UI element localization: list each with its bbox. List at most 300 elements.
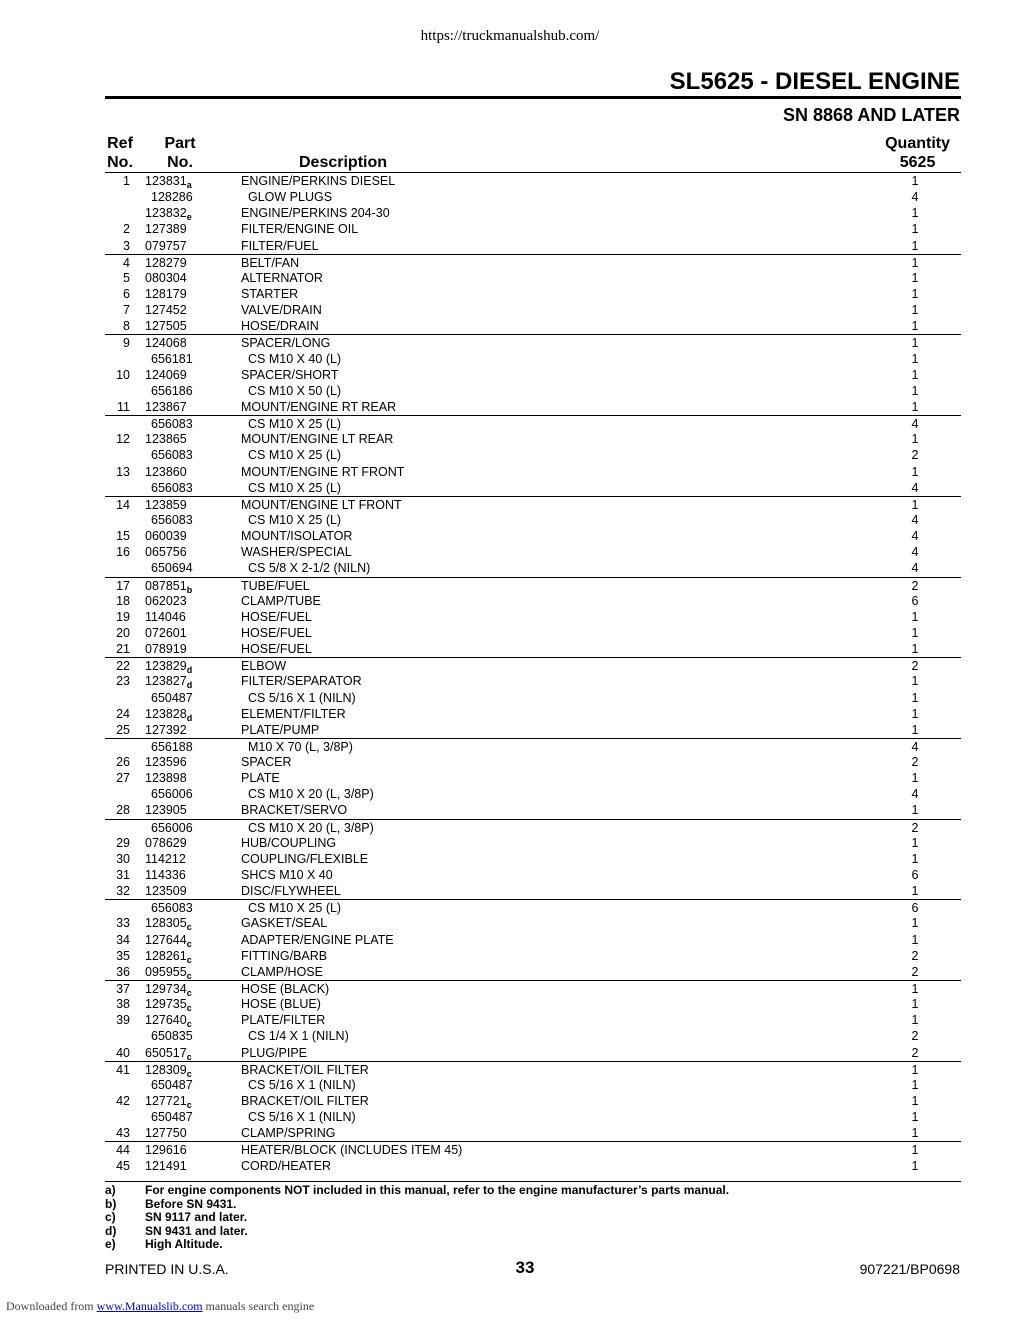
- quantity: 1: [911, 771, 919, 786]
- part-no-cell: [145, 497, 187, 513]
- part-no: 123865: [145, 432, 187, 447]
- ref-no: 37: [116, 982, 130, 997]
- quantity: 1: [911, 319, 919, 334]
- footnote-key: c): [105, 1210, 116, 1224]
- header-ref-line1: Ref: [107, 135, 133, 152]
- table-row: [105, 625, 961, 641]
- quantity: 1: [911, 399, 919, 414]
- part-no: 650487: [151, 1110, 193, 1125]
- table-row: [105, 415, 961, 431]
- description: DISC/FLYWHEEL: [241, 884, 341, 899]
- ref-no: 30: [116, 851, 130, 866]
- table-row: [105, 270, 961, 286]
- ref-no: 31: [116, 868, 130, 883]
- ref-no: 15: [116, 529, 130, 544]
- ref-no: 39: [116, 1013, 130, 1028]
- part-no-cell: [145, 883, 187, 899]
- part-no-cell: [151, 560, 193, 576]
- description: CS M10 X 25 (L): [248, 512, 342, 527]
- ref-no: 23: [116, 674, 130, 689]
- table-row: [105, 447, 961, 463]
- part-no-cell: [145, 270, 187, 286]
- quantity: 1: [911, 916, 919, 931]
- ref-no: 42: [116, 1094, 130, 1109]
- quantity: 1: [911, 1143, 919, 1158]
- quantity: 1: [911, 609, 919, 624]
- description: MOUNT/ENGINE RT FRONT: [241, 464, 405, 479]
- quantity: 1: [911, 803, 919, 818]
- table-row: [105, 480, 961, 496]
- part-no: 650517: [145, 1045, 187, 1060]
- description: PLUG/PIPE: [241, 1045, 307, 1060]
- table-row: [105, 544, 961, 560]
- part-no: 656083: [151, 901, 193, 916]
- description: ENGINE/PERKINS 204-30: [241, 206, 390, 221]
- part-no-cell: [151, 447, 193, 463]
- part-no-cell: [145, 867, 186, 883]
- table-row: [105, 1125, 961, 1141]
- description: CS 5/16 X 1 (NILN): [248, 1110, 356, 1125]
- table-row: [105, 1045, 961, 1061]
- part-no: 128261: [145, 948, 187, 963]
- part-no: 127452: [145, 303, 187, 318]
- table-row: [105, 738, 961, 754]
- ref-no: 34: [116, 932, 130, 947]
- quantity: 1: [911, 851, 919, 866]
- part-no-cell: [145, 399, 187, 415]
- description: HUB/COUPLING: [241, 835, 337, 850]
- description: M10 X 70 (L, 3/8P): [248, 739, 353, 754]
- table-row: [105, 867, 961, 883]
- quantity: 1: [911, 1077, 919, 1092]
- quantity: 1: [911, 383, 919, 398]
- quantity: 6: [911, 901, 919, 916]
- table-row: [105, 948, 961, 964]
- description: HOSE/DRAIN: [241, 319, 319, 334]
- part-no-cell: [151, 820, 193, 836]
- quantity: 6: [911, 868, 919, 883]
- part-no-cell: [145, 238, 187, 254]
- quantity: 2: [911, 448, 919, 463]
- quantity: 1: [911, 303, 919, 318]
- quantity: 1: [911, 464, 919, 479]
- part-no: 080304: [145, 270, 187, 285]
- footnote-marker: e: [186, 212, 192, 223]
- table-row: [105, 254, 961, 270]
- quantity: 4: [911, 545, 919, 560]
- part-no: 127750: [145, 1126, 187, 1141]
- description: SPACER/SHORT: [241, 367, 339, 382]
- footnote-key: e): [105, 1237, 116, 1251]
- part-no: 123827: [145, 674, 187, 689]
- description: SHCS M10 X 40: [241, 868, 333, 883]
- ref-no: 40: [116, 1045, 130, 1060]
- parts-table: [105, 172, 961, 1182]
- footnote-marker: c: [186, 954, 192, 965]
- quantity: 4: [911, 512, 919, 527]
- table-row: [105, 722, 961, 738]
- footnote-key: a): [105, 1183, 116, 1197]
- quantity: 4: [911, 480, 919, 495]
- table-row: [105, 706, 961, 722]
- ref-no: 29: [116, 835, 130, 850]
- part-no: 123905: [145, 803, 187, 818]
- quantity: 1: [911, 884, 919, 899]
- ref-no: 11: [117, 399, 130, 414]
- description: COUPLING/FLEXIBLE: [241, 851, 369, 866]
- table-row: [105, 1109, 961, 1125]
- footnote-key: b): [105, 1196, 117, 1211]
- part-no: 128179: [145, 286, 187, 301]
- ref-no: 45: [116, 1158, 130, 1173]
- footnote-marker: c: [186, 922, 192, 933]
- part-no-cell: [145, 754, 187, 770]
- part-no: 078629: [145, 835, 187, 850]
- table-row: [105, 221, 961, 237]
- ref-no: 21: [116, 642, 130, 657]
- table-row: [105, 657, 961, 676]
- part-no: 123898: [145, 771, 187, 786]
- description: PLATE/FILTER: [241, 1013, 326, 1028]
- quantity: 2: [911, 1045, 919, 1060]
- description: GASKET/SEAL: [241, 916, 328, 931]
- footnote-marker: c: [186, 938, 192, 949]
- part-no: 124069: [145, 367, 187, 382]
- part-no-cell: [145, 851, 186, 867]
- part-no-cell: [151, 690, 193, 706]
- header-quantity: [885, 134, 950, 172]
- part-no-cell: [145, 593, 187, 609]
- table-row: [105, 1093, 961, 1109]
- quantity: 1: [911, 642, 919, 657]
- quantity: 4: [911, 529, 919, 544]
- table-row: [105, 980, 961, 999]
- table-row: [105, 318, 961, 334]
- table-row: [105, 286, 961, 302]
- quantity: 1: [911, 351, 919, 366]
- description: CS 5/16 X 1 (NILN): [248, 690, 356, 705]
- quantity: 4: [911, 739, 919, 754]
- ref-no: 32: [116, 884, 130, 899]
- ref-no: 43: [116, 1126, 130, 1141]
- part-no-cell: [145, 335, 187, 351]
- part-no-cell: [145, 641, 187, 657]
- document-code: 907221/BP0698: [859, 1261, 960, 1277]
- ref-no: 7: [123, 303, 130, 318]
- part-no: 123867: [145, 399, 187, 414]
- quantity: 1: [911, 625, 919, 640]
- part-no: 123859: [145, 497, 187, 512]
- header-part-line1: Part: [164, 135, 196, 152]
- part-no-cell: [145, 255, 187, 271]
- description: BELT/FAN: [241, 255, 300, 270]
- quantity: 1: [911, 932, 919, 947]
- description: CLAMP/SPRING: [241, 1126, 336, 1141]
- ref-no: 12: [116, 432, 130, 447]
- description: ADAPTER/ENGINE PLATE: [241, 932, 394, 947]
- part-no-cell: [145, 286, 187, 302]
- description: MOUNT/ENGINE RT REAR: [241, 399, 397, 414]
- footnote-text: SN 9117 and later.: [145, 1210, 248, 1224]
- description: PLATE: [241, 771, 280, 786]
- table-row: [105, 1141, 961, 1157]
- page-title: SL5625 - DIESEL ENGINE: [669, 68, 960, 95]
- quantity: 1: [911, 238, 919, 253]
- part-no: 114336: [145, 868, 186, 883]
- part-no-cell: [151, 416, 193, 432]
- part-no: 123832: [145, 206, 187, 221]
- part-no: 065756: [145, 545, 187, 560]
- download-notice: [6, 1299, 314, 1314]
- part-no: 127505: [145, 319, 187, 334]
- footnote-marker: c: [186, 1019, 192, 1030]
- part-no-cell: [145, 431, 187, 447]
- description: HOSE/FUEL: [241, 625, 312, 640]
- ref-no: 2: [123, 222, 130, 237]
- quantity: 1: [911, 286, 919, 301]
- ref-no: 28: [116, 803, 130, 818]
- table-row: [105, 383, 961, 399]
- ref-no: 1: [123, 174, 130, 188]
- description: SPACER: [241, 755, 292, 770]
- part-no: 656006: [151, 787, 193, 802]
- part-no: 124068: [145, 336, 187, 351]
- part-no: 650487: [151, 1077, 193, 1092]
- part-no-cell: [151, 480, 193, 496]
- printed-in-label: PRINTED IN U.S.A.: [105, 1261, 229, 1277]
- description: GLOW PLUGS: [248, 190, 333, 205]
- table-row: [105, 609, 961, 625]
- quantity: 1: [911, 1110, 919, 1125]
- description: VALVE/DRAIN: [241, 303, 322, 318]
- quantity: 6: [911, 593, 919, 608]
- part-no-cell: [145, 835, 187, 851]
- table-row: [105, 915, 961, 931]
- table-row: [105, 528, 961, 544]
- part-no: 123509: [145, 884, 187, 899]
- ref-no: 17: [116, 578, 130, 593]
- footnote-marker: d: [186, 680, 193, 691]
- quantity: 1: [911, 1062, 919, 1077]
- description: CS M10 X 20 (L, 3/8P): [248, 787, 374, 802]
- description: ELEMENT/FILTER: [241, 706, 346, 721]
- part-no-cell: [145, 464, 187, 480]
- quantity: 4: [911, 561, 919, 576]
- quantity: 1: [911, 835, 919, 850]
- table-row: [105, 964, 961, 980]
- table-row: [105, 173, 961, 189]
- quantity: 1: [911, 497, 919, 512]
- part-no: 062023: [145, 593, 187, 608]
- manualslib-link[interactable]: www.Manualslib.com: [96, 1299, 203, 1313]
- table-row: [105, 1028, 961, 1044]
- ref-no: 6: [123, 286, 130, 301]
- footnote-text: Before SN 9431.: [145, 1196, 237, 1211]
- table-row: [105, 1061, 961, 1077]
- table-row: [105, 1012, 961, 1028]
- table-row: [105, 1077, 961, 1093]
- description: CORD/HEATER: [241, 1158, 332, 1173]
- ref-no: 18: [116, 593, 130, 608]
- description: MOUNT/ENGINE LT REAR: [241, 432, 394, 447]
- quantity: 1: [911, 706, 919, 721]
- description: HOSE (BLACK): [241, 982, 330, 997]
- table-row: [105, 851, 961, 867]
- description: STARTER: [241, 286, 299, 301]
- description: CS 1/4 X 1 (NILN): [248, 1029, 349, 1044]
- part-no: 650835: [151, 1029, 193, 1044]
- part-no: 656188: [151, 739, 193, 754]
- download-suffix: manuals search engine: [205, 1299, 315, 1313]
- part-no: 128279: [145, 255, 187, 270]
- table-row: [105, 189, 961, 205]
- part-no: 128286: [151, 190, 193, 205]
- ref-no: 26: [116, 755, 130, 770]
- footnote-marker: d: [186, 712, 193, 723]
- quantity: 2: [911, 659, 919, 674]
- description: CLAMP/TUBE: [241, 593, 321, 608]
- part-no: 123860: [145, 464, 187, 479]
- part-no: 650487: [151, 690, 193, 705]
- part-no-cell: [151, 1028, 193, 1044]
- description: BRACKET/OIL FILTER: [241, 1062, 369, 1077]
- part-no: 129616: [145, 1143, 187, 1158]
- table-row: [105, 932, 961, 948]
- description: HOSE/FUEL: [241, 642, 312, 657]
- description: FILTER/FUEL: [241, 238, 319, 253]
- part-no: 072601: [145, 625, 187, 640]
- description: PLATE/PUMP: [241, 722, 320, 737]
- part-no-cell: [145, 722, 187, 738]
- ref-no: 4: [123, 255, 130, 270]
- ref-no: 36: [116, 964, 130, 979]
- part-no: 650694: [151, 561, 193, 576]
- part-no-cell: [145, 625, 187, 641]
- footnote-marker: d: [186, 665, 193, 676]
- description: ENGINE/PERKINS DIESEL: [241, 174, 396, 188]
- part-no: 123829: [145, 659, 187, 674]
- part-no: 656006: [151, 820, 193, 835]
- quantity: 2: [911, 964, 919, 979]
- table-row: [105, 238, 961, 254]
- part-no-cell: [145, 367, 187, 383]
- table-row: [105, 593, 961, 609]
- description: MOUNT/ISOLATOR: [241, 529, 353, 544]
- ref-no: 19: [116, 609, 130, 624]
- description: CS M10 X 25 (L): [248, 480, 342, 495]
- ref-no: 25: [116, 722, 130, 737]
- quantity: 1: [911, 982, 919, 997]
- part-no-cell: [145, 1125, 187, 1141]
- quantity: 1: [911, 674, 919, 689]
- table-row: [105, 770, 961, 786]
- quantity: 4: [911, 417, 919, 432]
- page-number: 33: [515, 1258, 535, 1277]
- download-prefix: Downloaded from: [6, 1299, 94, 1313]
- quantity: 1: [911, 1094, 919, 1109]
- quantity: 2: [911, 948, 919, 963]
- quantity: 2: [911, 755, 919, 770]
- quantity: 2: [911, 578, 919, 593]
- footnote-marker: c: [186, 970, 192, 981]
- header-part-line2: No.: [167, 154, 193, 171]
- ref-no: 16: [116, 545, 130, 560]
- footnote-text: For engine components NOT included in this manual, refer to the engine manufacturer’s parts manual.: [145, 1183, 730, 1197]
- part-no: 121491: [145, 1158, 187, 1173]
- part-no-cell: [145, 544, 187, 560]
- footnote-marker: c: [186, 1003, 192, 1014]
- ref-no: 33: [116, 916, 130, 931]
- quantity: 1: [911, 206, 919, 221]
- header-part-no: [150, 134, 210, 172]
- quantity: 1: [911, 432, 919, 447]
- quantity: 1: [911, 1013, 919, 1028]
- description: CS 5/16 X 1 (NILN): [248, 1077, 356, 1092]
- footnote-text: SN 9431 and later.: [145, 1223, 248, 1238]
- description: CS M10 X 20 (L, 3/8P): [248, 820, 374, 835]
- part-no: 123828: [145, 706, 187, 721]
- quantity: 4: [911, 787, 919, 802]
- part-no: 127389: [145, 222, 187, 237]
- title-rule: [105, 96, 961, 99]
- description: ALTERNATOR: [241, 270, 323, 285]
- table-row: [105, 431, 961, 447]
- footnote-text: High Altitude.: [145, 1237, 223, 1251]
- page-subtitle: SN 8868 AND LATER: [782, 105, 960, 125]
- description: CLAMP/HOSE: [241, 964, 323, 979]
- description: FITTING/BARB: [241, 948, 328, 963]
- part-no-cell: [145, 302, 187, 318]
- part-no: 127644: [145, 932, 187, 947]
- table-row: [105, 351, 961, 367]
- part-no: 129734: [145, 982, 187, 997]
- quantity: 1: [911, 270, 919, 285]
- description: HOSE (BLUE): [241, 997, 321, 1012]
- header-ref-line2: No.: [107, 154, 133, 171]
- description: HEATER/BLOCK (INCLUDES ITEM 45): [241, 1143, 463, 1158]
- footnote-marker: c: [186, 1068, 192, 1079]
- part-no-cell: [151, 383, 193, 399]
- part-no-cell: [145, 1142, 187, 1158]
- ref-no: 35: [116, 948, 130, 963]
- ref-no: 20: [116, 625, 130, 640]
- description: CS M10 X 25 (L): [248, 901, 342, 916]
- table-row: [105, 819, 961, 835]
- table-row: [105, 205, 961, 221]
- table-row: [105, 754, 961, 770]
- quantity: 1: [911, 367, 919, 382]
- part-no: 128305: [145, 916, 187, 931]
- table-row: [105, 512, 961, 528]
- part-no: 127392: [145, 722, 187, 737]
- quantity: 1: [911, 174, 919, 188]
- table-row: [105, 835, 961, 851]
- header-ref-no: [105, 134, 135, 172]
- description: FILTER/ENGINE OIL: [241, 222, 359, 237]
- description: ELBOW: [241, 659, 287, 674]
- table-row: [105, 673, 961, 689]
- part-no-cell: [151, 512, 193, 528]
- table-row: [105, 1158, 961, 1174]
- table-row: [105, 996, 961, 1012]
- part-no: 656181: [151, 351, 193, 366]
- part-no-cell: [151, 1109, 193, 1125]
- part-no: 656083: [151, 480, 193, 495]
- description: CS M10 X 40 (L): [248, 351, 342, 366]
- ref-no: 13: [116, 464, 130, 479]
- part-no: 129735: [145, 997, 187, 1012]
- description: BRACKET/OIL FILTER: [241, 1094, 369, 1109]
